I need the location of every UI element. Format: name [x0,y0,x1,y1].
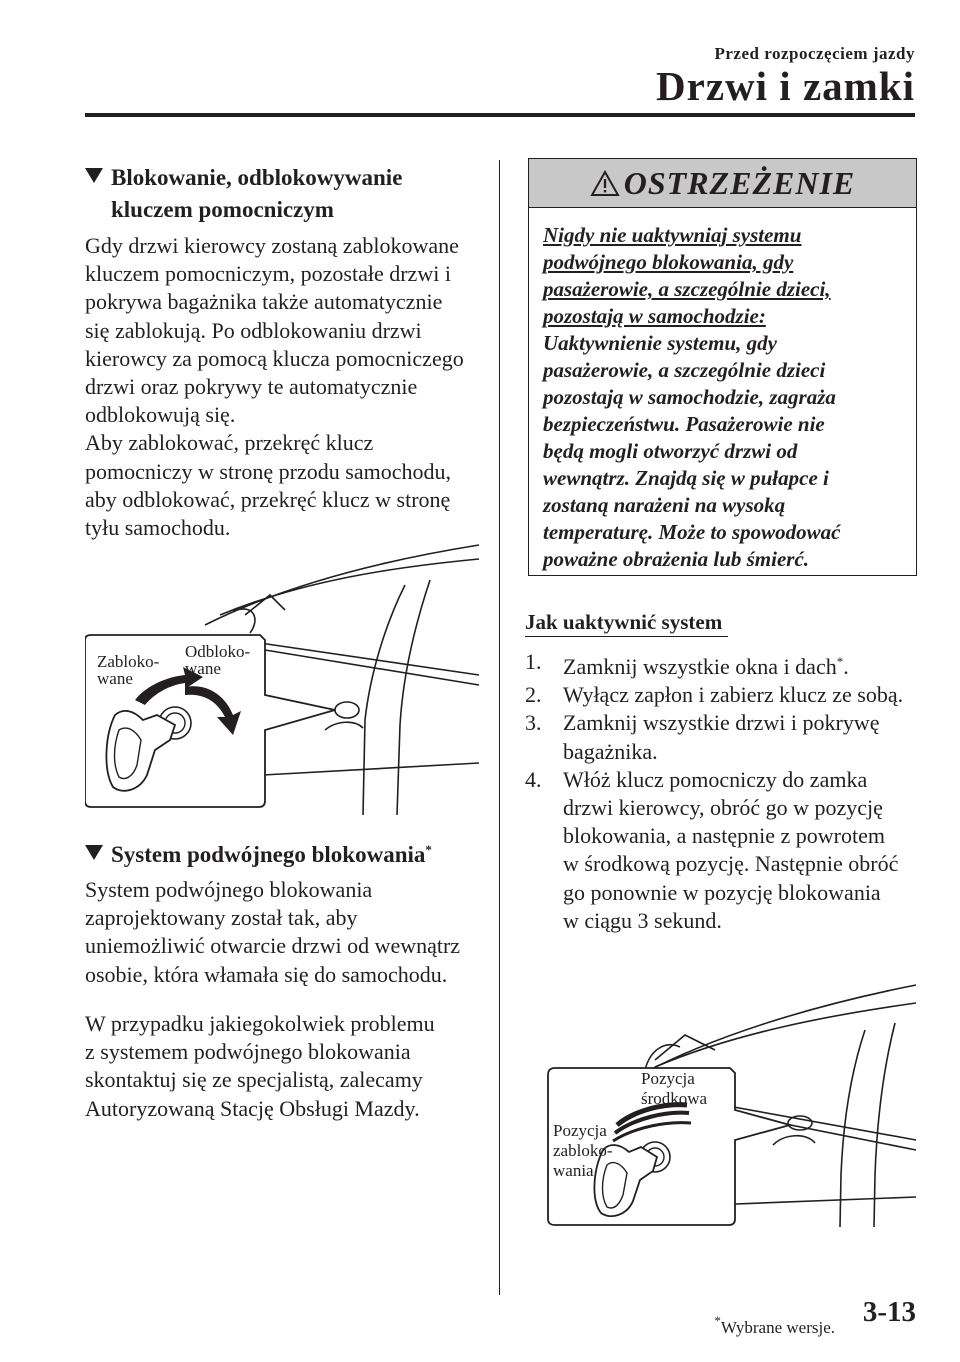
section2-body-1: System podwójnego blokowania zaprojektowany został tak, aby uniemożliwić otwarcie drzwi od wewnątrz osobie, która włamała się do samochodu. [85,877,461,987]
running-header-section: Przed rozpoczęciem jazdy [714,44,915,63]
triangle-bullet-icon [85,845,103,860]
footnote: *Wybrane wersje. [714,1313,835,1337]
list-item: 3. Zamknij wszystkie drzwi i pokrywę bagażnika. [525,710,880,764]
key-double-lock-figure [545,935,917,1227]
warning-triangle-icon [590,170,620,197]
warning-text: Nigdy nie uaktywniaj systemu podwójnego blokowania, gdy pasażerowie, a szczególnie dzieci, pozostają w samochodzie: Uaktywnienie systemu, gdy pasażerowie, a szczególnie dzieci pozostają w samochodzie, zagraża bezpieczeństwu. Pasażerowie nie będą mogli otworzyć drzwi od wewnątrz. Znajdą się w pułapce i zostaną narażeni na wysoką temperaturę. Może to spowodować poważne obrażenia lub śmierć. [543,223,841,571]
column-divider [499,160,500,1295]
figure2-label-center: Pozycja środkowa [641,1069,708,1108]
warning-header: OSTRZEŻENIE [529,159,916,208]
page-number: 3-13 [862,1296,916,1328]
warning-box [528,158,917,576]
list-item: 1. Zamknij wszystkie okna i dach*. [525,649,849,679]
section-heading-key-locking: Blokowanie, odblokowywanie kluczem pomocniczym [85,162,480,226]
figure1-label-unlocked: Odbloko- wane [185,642,251,678]
header-rule [85,113,915,117]
section-heading-double-locking: System podwójnego blokowania* [85,834,480,871]
list-item: 4. Włóż klucz pomocniczy do zamka drzwi kierowcy, obróć go w pozycję blokowania, a następnie z powrotem w środkową pozycję. Następnie obróć go ponownie w pozycję blokowania w ciągu 3 sekund. [525,766,899,933]
list-item: 2. Wyłącz zapłon i zabierz klucz ze sobą. [525,682,904,708]
page-title: Drzwi i zamki [656,63,915,109]
triangle-bullet-icon [85,168,103,183]
figure1-label-locked: Zabloko- wane [97,652,160,688]
subheading-activate-system: Jak uaktywnić system [525,608,728,637]
section2-body-2: W przypadku jakiegokolwiek problemu z systemem podwójnego blokowania skontaktuj się ze specjalistą, zalecamy Autoryzowaną Stację Obsługi Mazdy. [85,1011,435,1121]
section1-body: Gdy drzwi kierowcy zostaną zablokowane kluczem pomocniczym, pozostałe drzwi i pokrywa bagażnika także automatycznie się zablokują. Po odblokowaniu drzwi kierowcy za pomocą klucza pomocniczego drzwi oraz pokrywy te automatycznie odblokowują się. Aby zablokować, przekręć klucz pomocniczy w stronę przodu samochodu, aby odblokować, przekręć klucz w stronę tyłu samochodu. [85,233,464,541]
figure2-label-lock: Pozycja zabloko- wania [553,1121,613,1180]
activation-steps [525,648,917,935]
